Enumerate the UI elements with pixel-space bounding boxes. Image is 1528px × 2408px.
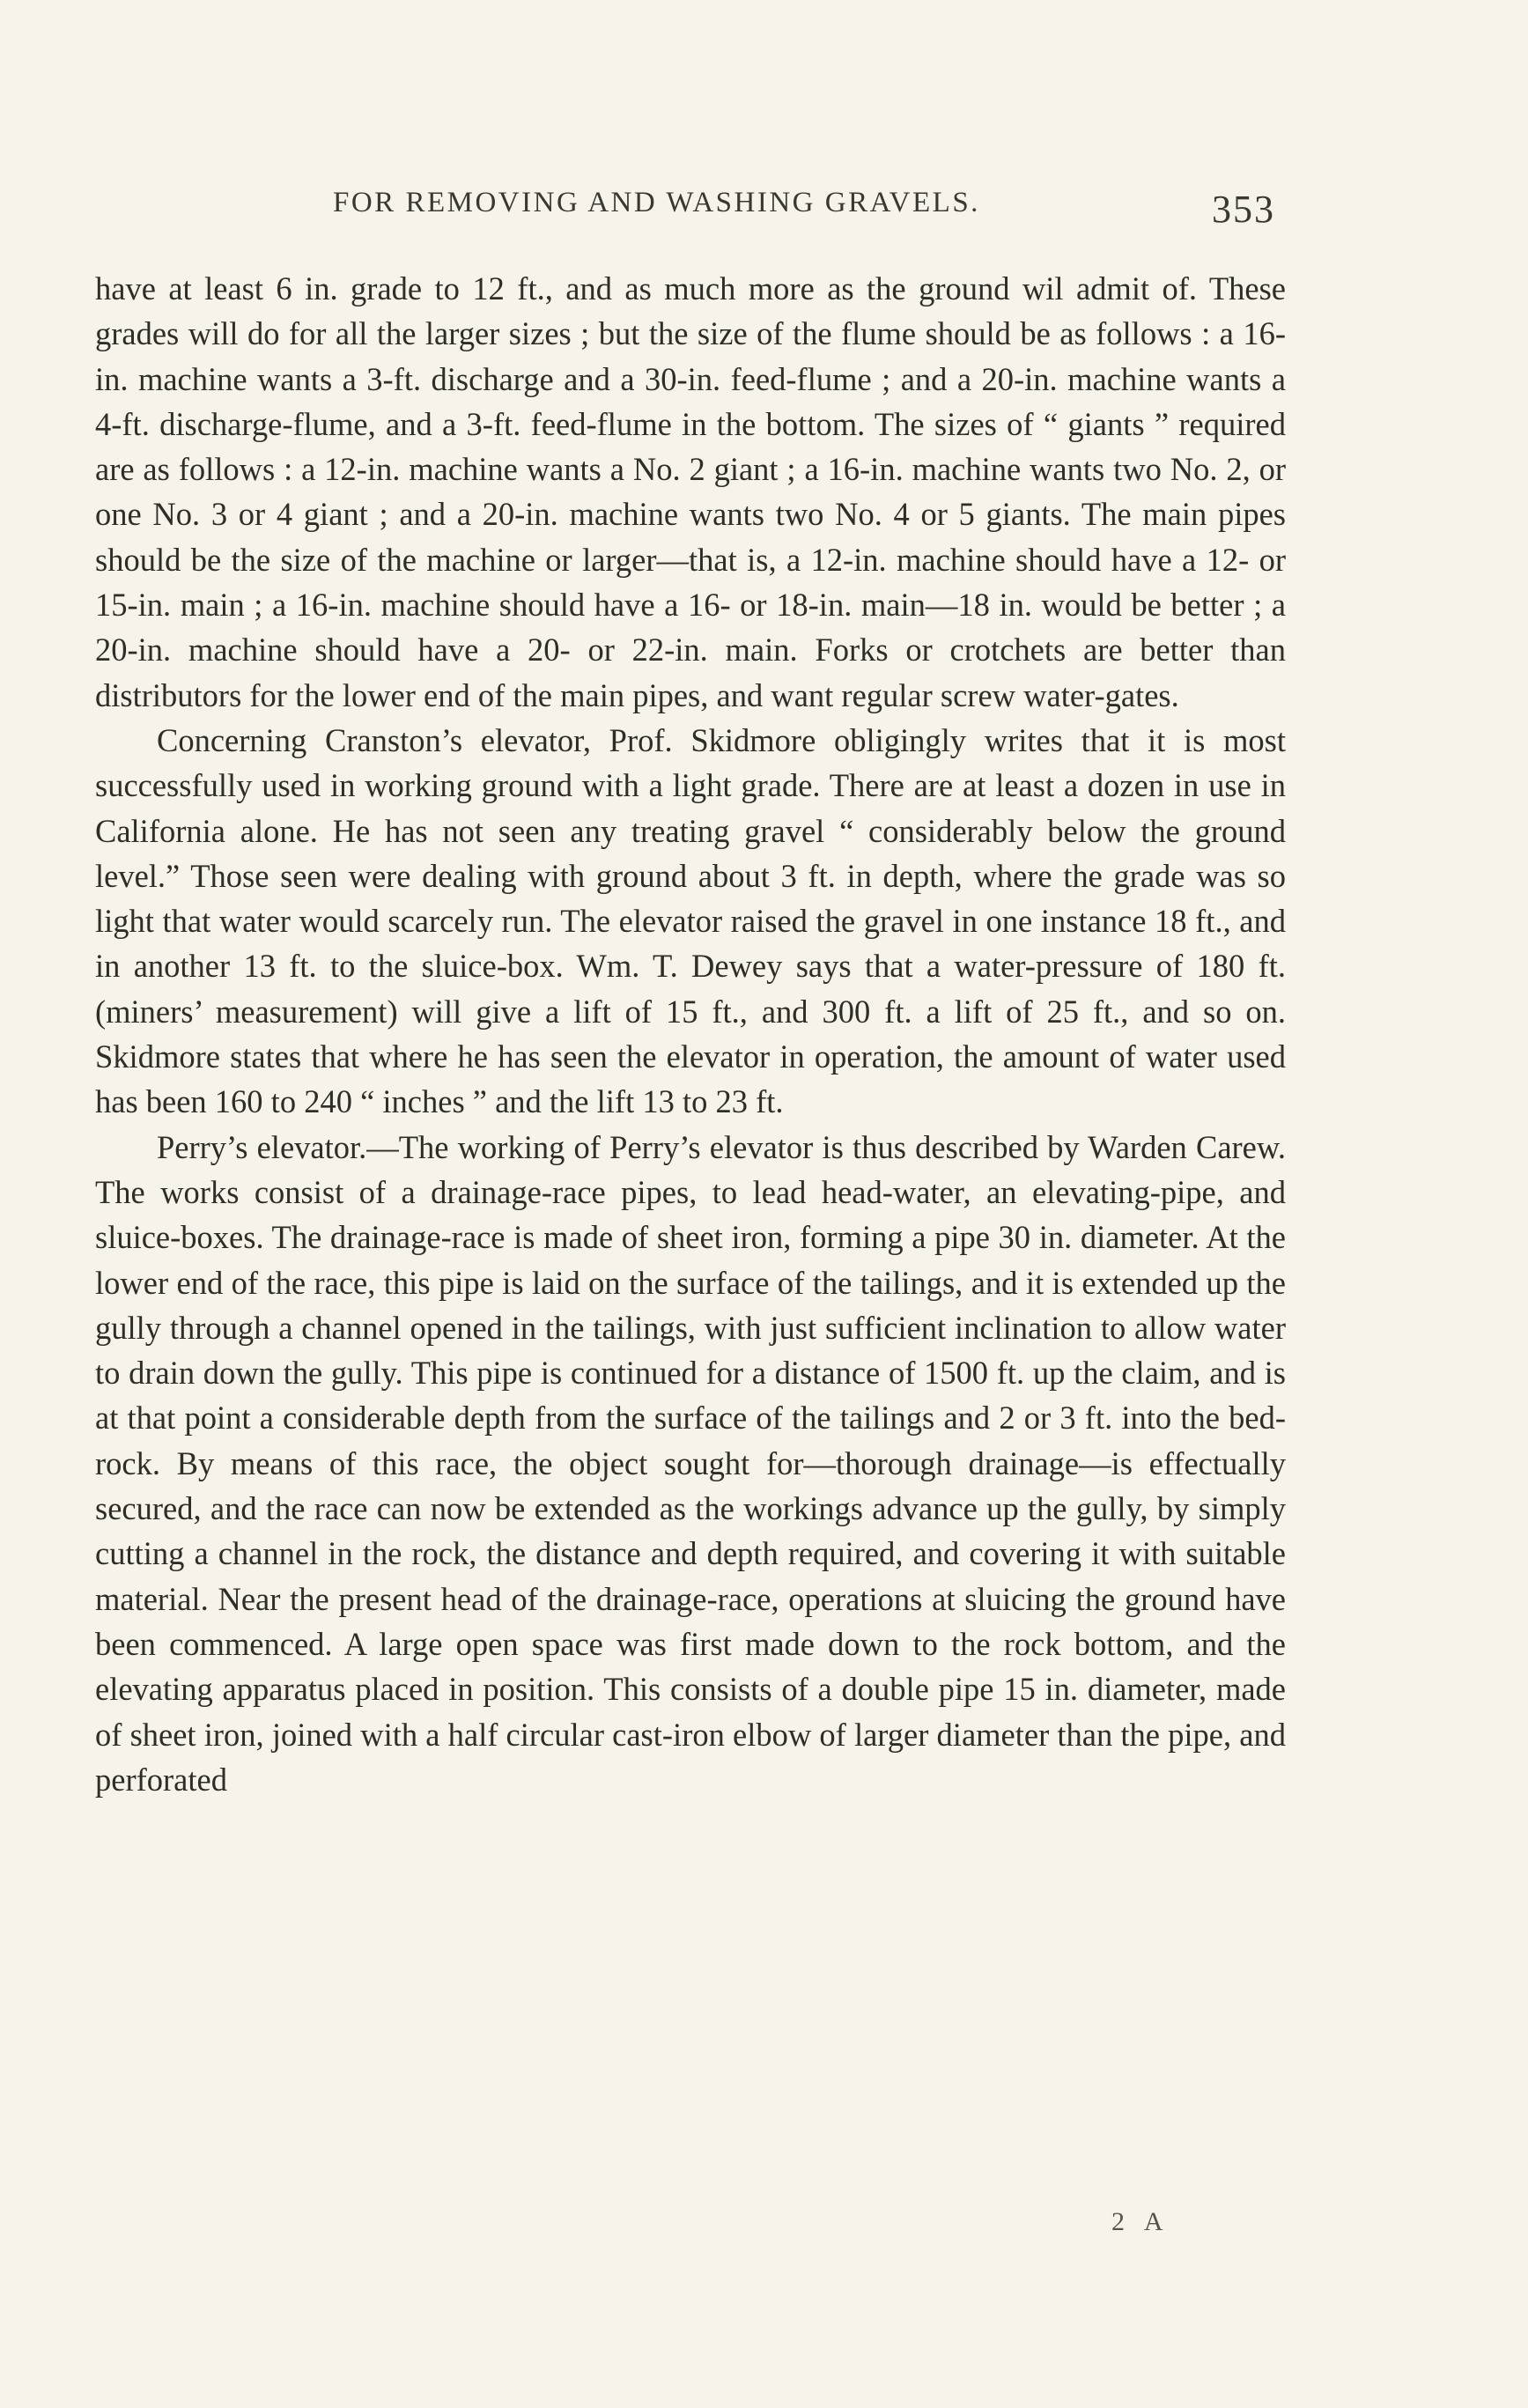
paragraph-perry-elevator: Perry’s elevator.—The working of Perry’s elevator is thus described by Warden Carew. The works consist of a drainage-race pipes, to lead head-water, an elevating-pipe, and sluice-boxes. The drainage-race is made of sheet iron, forming a pipe 30 in. diameter. At the lower end of the race, this pipe is laid on the surface of the tailings, and it is extended up the gully through a channel opened in the tailings, with just sufficient inclination to allow water to drain down the gully. This pipe is continued for a distance of 1500 ft. up the claim, and is at that point a considerable depth from the surface of the tailings and 2 or 3 ft. into the bed-rock. By means of this race, the object sought for—thorough drainage—is effectually secured, and the race can now be extended as the workings advance up the gully, by simply cutting a channel in the rock, the distance and depth required, and covering it with suitable material. Near the present head of the drainage-race, operations at sluicing the ground have been commenced. A large open space was first made down to the rock bottom, and the elevating apparatus placed in position. This consists of a double pipe 15 in. diameter, made of sheet iron, joined with a half circular cast-iron elbow of larger diameter than the pipe, and perforated (95, 1128, 1286, 1798)
paragraph-cranston-elevator: Concerning Cranston’s elevator, Prof. Skidmore obligingly writes that it is most successfully used in working ground with a light grade. There are at least a dozen in use in California alone. He has not seen any treating gravel “ considerably below the ground level.” Those seen were dealing with ground about 3 ft. in depth, where the grade was so light that water would scarcely run. The elevator raised the gravel in one instance 18 ft., and in another 13 ft. to the sluice-box. Wm. T. Dewey says that a water-pressure of 180 ft. (miners’ measurement) will give a lift of 15 ft., and 300 ft. a lift of 25 ft., and so on. Skidmore states that where he has seen the elevator in operation, the amount of water used has been 160 to 240 “ inches ” and the lift 13 to 23 ft. (95, 721, 1286, 1120)
page-number: 353 (1212, 188, 1275, 231)
body-text (95, 266, 1286, 1802)
printer-signature-mark: 2 A (1111, 2207, 1170, 2236)
running-head-title: FOR REMOVING AND WASHING GRAVELS. (333, 187, 980, 218)
paragraph-flume-sizes: have at least 6 in. grade to 12 ft., and as much more as the ground wil admit of. These grades will do for all the larger sizes ; but the size of the flume should be as follows : a 16-in. machine wants a 3-ft. discharge and a 30-in. feed-flume ; and a 20-in. machine wants a 4-ft. discharge-flume, and a 3-ft. feed-flume in the bottom. The sizes of “ giants ” required are as follows : a 12-in. machine wants a No. 2 giant ; a 16-in. machine wants two No. 2, or one No. 3 or 4 giant ; and a 20-in. machine wants two No. 4 or 5 giants. The main pipes should be the size of the machine or larger—that is, a 12-in. machine should have a 12- or 15-in. main ; a 16-in. machine should have a 16- or 18-in. main—18 in. would be better ; a 20-in. machine should have a 20- or 22-in. main. Forks or crotchets are better than distributors for the lower end of the main pipes, and want regular screw water-gates. (95, 270, 1286, 713)
